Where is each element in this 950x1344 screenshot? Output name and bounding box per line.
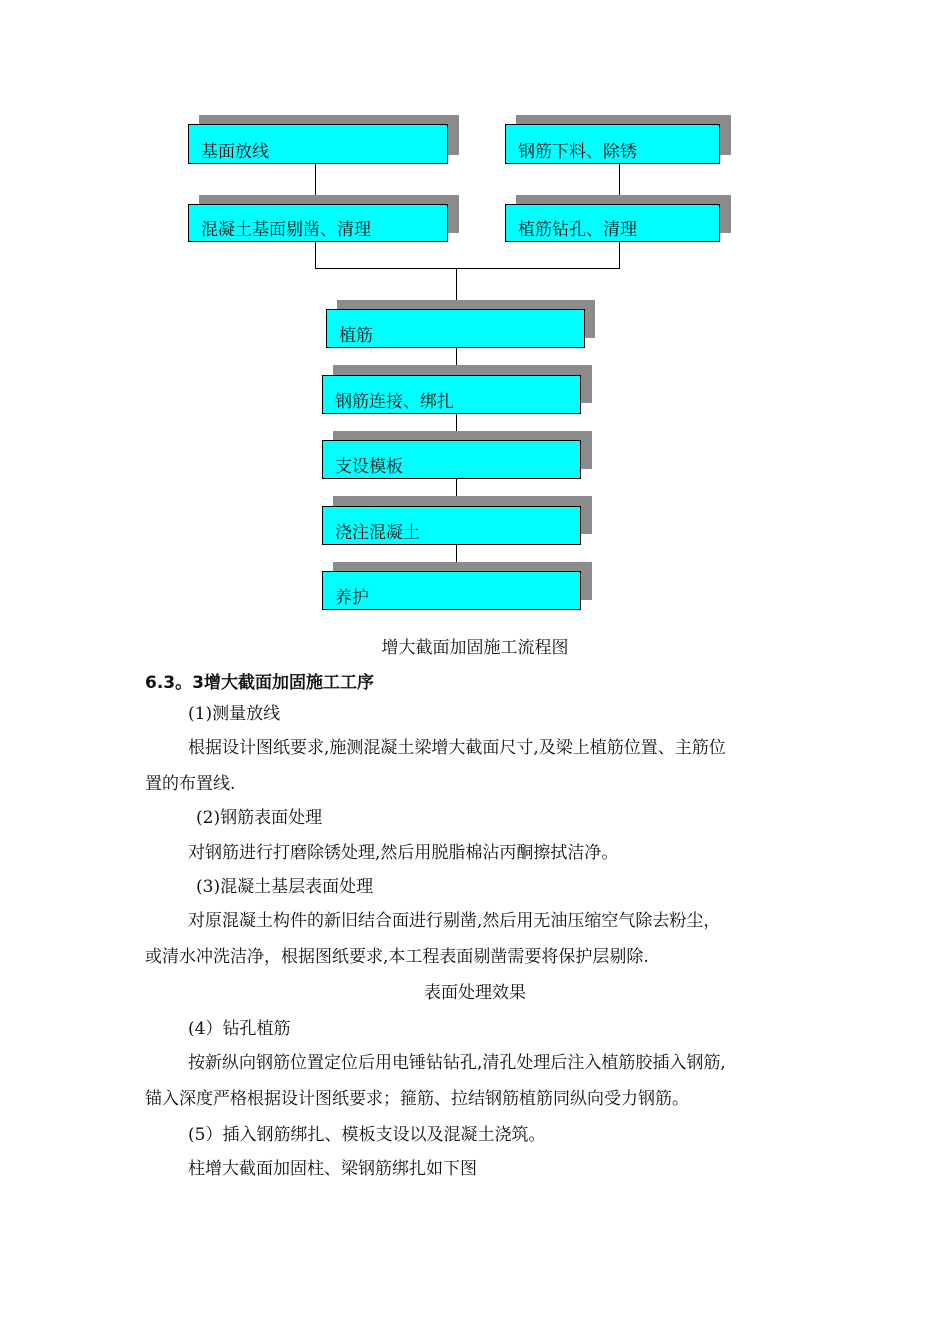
connector-line: [315, 268, 620, 269]
step-rebar-cut: [505, 124, 720, 164]
step4-text-line1: 按新纵向钢筋位置定位后用电锤钻钻孔,清孔处理后注入植筋胶插入钢筋,: [188, 1053, 726, 1073]
step-label: 支设模板: [335, 457, 403, 477]
step-planting: [326, 309, 585, 348]
step-label: 混凝土基面剔凿、清理: [201, 220, 371, 240]
connector-line: [619, 242, 620, 269]
flowchart-caption: 增大截面加固施工流程图: [381, 638, 569, 658]
step-label: 养护: [335, 588, 369, 608]
step-label: 植筋: [339, 326, 373, 346]
step-label: 钢筋连接、绑扎: [335, 392, 454, 412]
step3-text-line2: 或清水冲洗洁净，根据图纸要求,本工程表面剔凿需要将保护层剔除.: [145, 947, 649, 967]
step2-text-line1: 对钢筋进行打磨除锈处理,然后用脱脂棉沾丙酮擦拭洁净。: [188, 843, 619, 863]
step-pour: [322, 506, 581, 545]
step-label: 浇注混凝土: [335, 523, 420, 543]
step-formwork: [322, 440, 581, 479]
step5-text-line1: 柱增大截面加固柱、梁钢筋绑扎如下图: [188, 1159, 477, 1179]
step-rebar-connect: [322, 375, 581, 414]
step3-title: (3)混凝土基层表面处理: [196, 877, 374, 897]
step5-title: (5）插入钢筋绑扎、模板支设以及混凝土浇筑。: [188, 1125, 546, 1145]
step-cure: [322, 571, 581, 610]
step3-figure-caption: 表面处理效果: [424, 983, 526, 1003]
step4-text-line2: 锚入深度严格根据设计图纸要求；箍筋、拉结钢筋植筋同纵向受力钢筋。: [145, 1089, 689, 1109]
step-label: 基面放线: [201, 142, 269, 162]
step-label: 植筋钻孔、清理: [518, 220, 637, 240]
step4-title: (4）钻孔植筋: [188, 1019, 291, 1039]
construction-flowchart: [0, 0, 950, 640]
step3-text-line1: 对原混凝土构件的新旧结合面进行剔凿,然后用无油压缩空气除去粉尘，: [188, 911, 721, 931]
step-label: 钢筋下料、除锈: [518, 142, 637, 162]
step2-title: (2)钢筋表面处理: [196, 808, 323, 828]
step-concrete-chisel: [188, 204, 448, 242]
step-base-layout: [188, 124, 448, 164]
step1-text-line1: 根据设计图纸要求,施测混凝土梁增大截面尺寸,及梁上植筋位置、主筋位: [188, 738, 726, 758]
step1-title: (1)测量放线: [188, 704, 281, 724]
step-drill-clean: [505, 204, 720, 242]
connector-line: [315, 242, 316, 269]
section-heading: 6.3。3增大截面加固施工工序: [145, 673, 374, 693]
step1-text-line2: 置的布置线.: [145, 774, 236, 794]
